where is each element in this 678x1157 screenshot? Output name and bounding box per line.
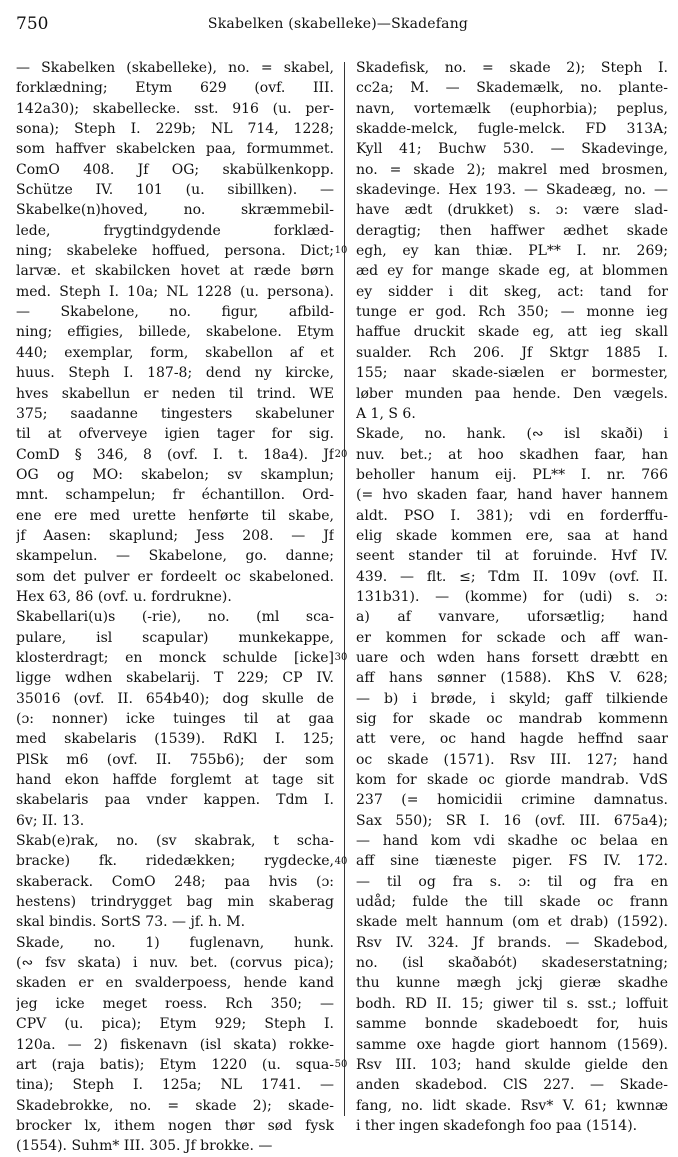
- text-line: 6v; II. 13.: [16, 812, 85, 829]
- text-line: udåd; fulde the till skade oc frann: [356, 894, 668, 911]
- text-line: klosterdragt; en monck schulde [icke]: [16, 649, 334, 666]
- text-line: hves skabellun er neden til trind. WE: [16, 385, 334, 402]
- text-line: sona); Steph I. 229b; NL 714, 1228;: [16, 121, 334, 138]
- text-line: tina); Steph I. 125a; NL 1741. —: [16, 1077, 334, 1094]
- text-line: skaberack. ComO 248; paa hvis (ɔ:: [16, 873, 334, 890]
- text-line: nuv. bet.; at hoo skadhen faar, han: [356, 446, 668, 463]
- text-line: med skabelaris (1539). RdKl I. 125;: [16, 731, 334, 748]
- text-line: Sax 550); SR I. 16 (ovf. III. 675a4);: [356, 812, 668, 829]
- text-line: bracke) fk. ridedækken; rygdecke,: [16, 853, 334, 870]
- text-line: kom for skade oc giorde mandrab. VdS: [356, 772, 668, 789]
- text-line: — til og fra s. ɔ: til og fra en: [356, 873, 668, 890]
- text-line: aff sine tiæneste piger. FS IV. 172.: [356, 853, 668, 870]
- text-line: skampelun. — Skabelone, go. danne;: [16, 548, 334, 565]
- text-line: 237 (= homicidii crimine damnatus.: [356, 792, 668, 809]
- text-line: er kommen for sckade och aff wan-: [356, 629, 668, 646]
- column-divider: [344, 62, 345, 1116]
- text-line: a) af vanvare, uforsætlig; hand: [356, 609, 668, 626]
- text-line: som det pulver er fordeelt oc skabeloned.: [16, 568, 334, 585]
- text-line: Hex 63, 86 (ovf. u. fordrukne).: [16, 588, 232, 605]
- text-line: OG og MO: skabelon; sv skamplun;: [16, 466, 334, 483]
- text-line: anden skadebod. ClS 227. — Skade-: [356, 1077, 668, 1094]
- text-line: pulare, isl scapular) munkekappe,: [16, 629, 334, 646]
- text-line: ning; effigies, billede, skabelone. Etym: [16, 324, 334, 341]
- text-line: ey sidder i dit skeg, act: tand for: [356, 283, 668, 300]
- text-line: uare och wden hans forsett dræbtt en: [356, 649, 668, 666]
- text-line: no. = skade 2); makrel med brosmen,: [356, 161, 668, 178]
- line-number: 40: [334, 855, 348, 867]
- text-line: 142a30); skabellecke. sst. 916 (u. per-: [16, 100, 334, 117]
- text-line: jf Aasen: skaplund; Jess 208. — Jf: [16, 527, 334, 544]
- text-line: samme bonnde skadeboedt for, huis: [356, 1016, 668, 1033]
- text-line: til at ofverveye igien tager for sig.: [16, 426, 334, 443]
- text-line: Skabellari(u)s (-rie), no. (ml sca-: [16, 609, 334, 626]
- text-line: PlSk m6 (ovf. II. 755b6); der som: [16, 751, 334, 768]
- text-line: 120a. — 2) fiskenavn (isl skata) rokke-: [16, 1036, 334, 1053]
- text-line: forklædning; Etym 629 (ovf. III.: [16, 80, 334, 97]
- text-line: fang, no. lidt skade. Rsv* V. 61; kwnnæ: [356, 1097, 668, 1114]
- text-line: deragtig; then haffwer ædhet skade: [356, 222, 668, 239]
- text-line: Skabelke(n)hoved, no. skræmmebil-: [16, 202, 334, 219]
- text-line: tunge er god. Rch 350; — monne ieg: [356, 304, 668, 321]
- text-line: skabelaris paa vnder kappen. Tdm I.: [16, 792, 334, 809]
- text-line: ComO 408. Jf OG; skabülkenkopp.: [16, 161, 334, 178]
- text-line: haffue druckit skade eg, att ieg skall: [356, 324, 668, 341]
- text-line: sig for skade oc mandrab kommenn: [356, 711, 668, 727]
- text-line: (∾ fsv skata) i nuv. bet. (corvus pica);: [16, 955, 334, 972]
- text-line: som haffver skabelcken paa, formummet.: [16, 141, 334, 158]
- text-line: huus. Steph I. 187-8; dend ny kircke,: [16, 365, 334, 382]
- text-line: æd ey for mange skade eg, at blommen: [356, 263, 668, 280]
- text-line: skade melt hannum (om et drab) (1592).: [356, 914, 668, 931]
- left-column: [16, 58, 334, 1157]
- text-line: — Skabelone, no. figur, afbild-: [16, 304, 334, 321]
- text-line: løber munden paa hende. Den vægels.: [356, 385, 668, 402]
- text-line: skadevinge. Hex 193. — Skadeæg, no. —: [356, 182, 668, 199]
- text-line: Schütze IV. 101 (u. sibillken). —: [16, 182, 334, 199]
- text-line: ning; skabeleke hoffued, persona. Dict;: [16, 243, 334, 260]
- text-line: CPV (u. pica); Etym 929; Steph I.: [16, 1016, 334, 1033]
- text-line: Skadebrokke, no. = skade 2); skade-: [16, 1097, 334, 1114]
- line-number: 20: [334, 448, 348, 460]
- text-line: bodh. RD II. 15; giwer til s. sst.; loffuit: [356, 995, 668, 1012]
- text-line: ligge wdhen skabelarij. T 229; CP IV.: [16, 670, 334, 687]
- text-line: Rsv IV. 324. Jf brands. — Skadebod,: [356, 934, 668, 951]
- text-line: — Skabelken (skabelleke), no. = skabel,: [16, 60, 334, 76]
- text-line: Skab(e)rak, no. (sv skabrak, t scha-: [16, 833, 334, 850]
- text-line: (ɔ: nonner) icke tuinges til at gaa: [16, 711, 334, 727]
- page-number: 750: [16, 14, 49, 34]
- text-line: Skadefisk, no. = skade 2); Steph I.: [356, 60, 668, 76]
- text-line: 155; naar skade-siælen er bormester,: [356, 365, 668, 382]
- text-line: aff hans sønner (1588). KhS V. 628;: [356, 670, 668, 687]
- text-line: brocker lx, ithem nogen thør sød fysk: [16, 1117, 334, 1134]
- line-number: 50: [334, 1059, 348, 1071]
- text-line: — b) i brøde, i skyld; gaff tilkiende: [356, 690, 668, 707]
- text-line: art (raja batis); Etym 1220 (u. squa-: [16, 1056, 334, 1073]
- text-line: beholler hanum eij. PL** I. nr. 766: [356, 466, 668, 483]
- text-line: lede, frygtindgydende forklæd-: [16, 222, 334, 239]
- text-line: Kyll 41; Buchw 530. — Skadevinge,: [356, 141, 668, 158]
- text-line: samme oxe hagde giort hannom (1569).: [356, 1036, 668, 1053]
- page-header: [16, 14, 660, 36]
- text-line: have ædt (drukket) s. ɔ: være slad-: [356, 202, 668, 219]
- text-line: aldt. PSO I. 381); vdi en forderffu-: [356, 507, 668, 524]
- text-line: Skade, no. hank. (∾ isl skaði) i: [356, 426, 668, 443]
- text-line: (1554). Suhm* III. 305. Jf brokke. —: [16, 1138, 273, 1155]
- text-line: skadde-melck, fugle-melck. FD 313A;: [356, 121, 668, 138]
- text-line: larvæ. et skabilcken hovet at ræde børn: [16, 263, 334, 280]
- line-number: 10: [334, 245, 348, 257]
- text-line: i ther ingen skadefongh foo paa (1514).: [356, 1117, 638, 1134]
- text-line: hestens) trindrygget bag min skaberag: [16, 894, 334, 911]
- text-line: (= hvo skaden faar, hand haver hannem: [356, 487, 668, 504]
- text-line: 375; saadanne tingesters skabeluner: [16, 405, 334, 422]
- text-line: ComD § 346, 8 (ovf. I. t. 18a4). Jf: [16, 446, 334, 463]
- text-line: A 1, S 6.: [356, 405, 416, 422]
- text-line: 131b31). — (komme) for (udi) s. ɔ:: [356, 588, 668, 605]
- text-line: hand ekon haffde forglemt at tage sit: [16, 772, 334, 789]
- line-number: 30: [334, 652, 348, 664]
- text-line: thu kunne mægh jckj gieræ skadhe: [356, 975, 668, 992]
- text-line: Rsv III. 103; hand skulde gielde den: [356, 1056, 668, 1073]
- running-title: Skabelken (skabelleke)—Skadefang: [207, 16, 469, 32]
- right-column: [356, 58, 668, 1136]
- text-line: — hand kom vdi skadhe oc belaa en: [356, 833, 668, 850]
- text-line: skaden er en svalderpoess, hende kand: [16, 975, 334, 992]
- text-line: Skade, no. 1) fuglenavn, hunk.: [16, 934, 334, 951]
- text-line: 439. — flt. ≤; Tdm II. 109v (ovf. II.: [356, 568, 668, 585]
- text-line: mnt. schampelun; fr échantillon. Ord-: [16, 487, 334, 504]
- text-line: egh, ey kan thiæ. PL** I. nr. 269;: [356, 243, 668, 260]
- text-line: ene ere med urette henførte til skabe,: [16, 507, 334, 524]
- text-line: 35016 (ovf. II. 654b40); dog skulle de: [16, 690, 334, 707]
- text-line: elig skade kommen ere, saa at hand: [356, 527, 668, 544]
- text-line: 440; exemplar, form, skabellon af et: [16, 344, 334, 361]
- text-line: no. (isl skaðabót) skadeserstatning;: [356, 955, 668, 972]
- text-line: med. Steph I. 10a; NL 1228 (u. persona).: [16, 283, 334, 300]
- text-line: navn, vortemælk (euphorbia); peplus,: [356, 100, 668, 117]
- text-line: att vere, oc hand hagde heffnd saar: [356, 731, 668, 748]
- text-line: skal bindis. SortS 73. — jf. h. M.: [16, 914, 246, 931]
- text-line: cc2a; M. — Skademælk, no. plante-: [356, 80, 668, 97]
- text-line: seent stander til at foruinde. Hvf IV.: [356, 548, 668, 565]
- text-line: oc skade (1571). Rsv III. 127; hand: [356, 751, 668, 768]
- text-line: jeg icke meget roess. Rch 350; —: [16, 995, 334, 1012]
- text-line: sualder. Rch 206. Jf Sktgr 1885 I.: [356, 344, 668, 361]
